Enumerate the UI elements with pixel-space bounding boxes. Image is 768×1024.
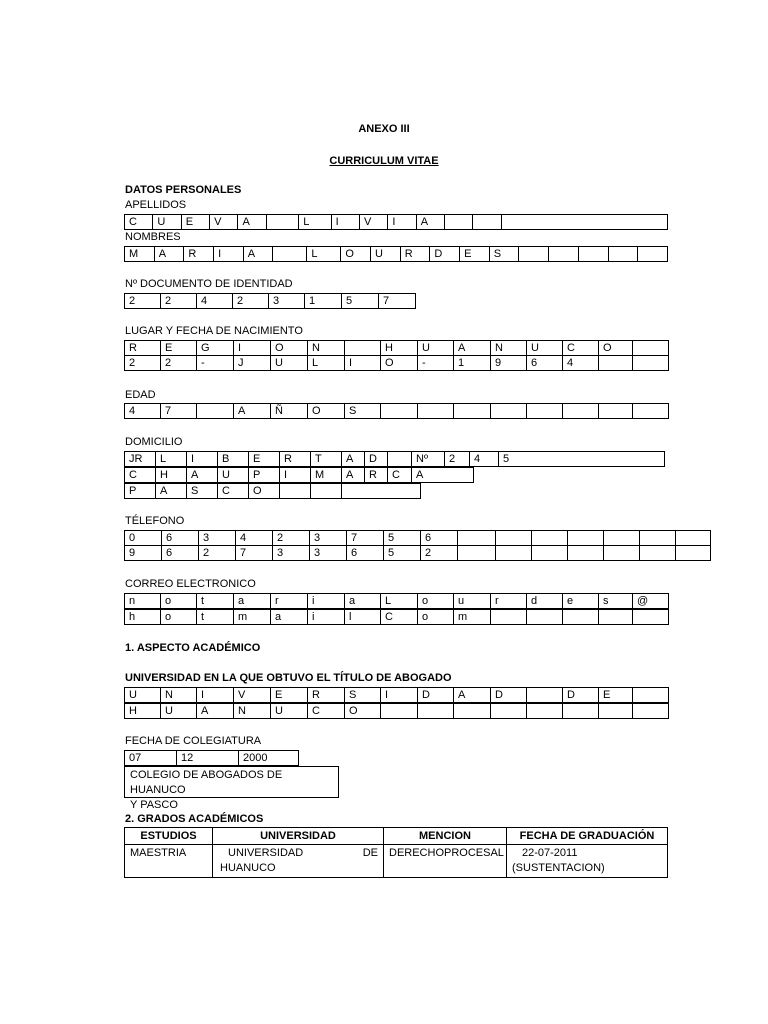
grid-cell: 2 — [161, 294, 197, 309]
lugar-grid-row2 — [124, 355, 669, 371]
grid-cell: 2 — [421, 546, 458, 561]
grid-row — [125, 704, 669, 719]
grid-cell: U — [218, 468, 249, 483]
grid-cell: 4 — [197, 294, 233, 309]
grid-cell: o — [161, 610, 197, 625]
grid-cell: a — [345, 594, 381, 609]
grid-cell — [633, 704, 669, 719]
telefono-label: TÉLEFONO — [125, 515, 185, 527]
domicilio-grid-row2 — [124, 467, 474, 483]
grid-cell: U — [527, 341, 563, 356]
grid-cell — [381, 404, 418, 419]
cell-estudios: MAESTRIA — [125, 845, 213, 878]
grid-cell: O — [599, 341, 633, 356]
grid-cell: H — [381, 341, 418, 356]
grid-cell: U — [271, 704, 308, 719]
grid-cell — [640, 546, 676, 561]
grid-cell: S — [489, 247, 519, 262]
correo-grid-row2 — [124, 609, 669, 625]
grid-cell: n — [125, 594, 161, 609]
grid-row — [125, 215, 668, 230]
grid-cell: 5 — [499, 452, 665, 467]
grid-cell: i — [308, 610, 345, 625]
grid-cell: L — [299, 215, 331, 230]
grid-cell: 2000 — [239, 751, 299, 766]
grid-cell: A — [154, 247, 184, 262]
grid-cell: 2 — [273, 531, 310, 546]
grid-cell: o — [418, 594, 454, 609]
grid-cell: E — [271, 688, 308, 703]
cv-title: CURRICULUM VITAE — [329, 155, 439, 167]
grid-cell: C — [125, 215, 153, 230]
grid-cell: E — [181, 215, 209, 230]
grid-cell: C — [381, 610, 418, 625]
grid-row — [125, 294, 416, 309]
grid-cell: 2 — [125, 356, 161, 371]
edad-label: EDAD — [125, 389, 156, 401]
grid-cell — [527, 688, 563, 703]
grid-cell: 7 — [379, 294, 416, 309]
colegio-box — [124, 766, 339, 811]
grados-row — [125, 845, 668, 878]
edad-grid — [124, 403, 669, 419]
grid-cell: V — [234, 688, 271, 703]
cell-universidad — [213, 845, 384, 878]
grid-cell: M — [311, 468, 342, 483]
domicilio-label: DOMICILIO — [125, 436, 183, 448]
grid-cell: U — [271, 356, 308, 371]
grid-cell: a — [271, 610, 308, 625]
grid-cell: H — [156, 468, 187, 483]
fecha-graduacion-line1: 22-07-2011 — [522, 847, 578, 859]
grid-cell: r — [491, 594, 527, 609]
grid-cell: m — [234, 610, 271, 625]
grid-cell: V — [359, 215, 387, 230]
documento-label: Nº DOCUMENTO DE IDENTIDAD — [125, 278, 293, 290]
grid-cell: d — [527, 594, 563, 609]
colegio-line2: Y PASCO — [130, 799, 178, 811]
grid-cell: U — [161, 704, 197, 719]
colegio-line1: COLEGIO DE ABOGADOS DE HUANUCO — [130, 769, 283, 796]
grid-cell — [454, 704, 491, 719]
grid-cell: M — [125, 247, 155, 262]
grid-cell: 4 — [470, 452, 499, 467]
documento-grid — [124, 293, 416, 309]
grid-cell: U — [153, 215, 181, 230]
grid-cell: A — [416, 215, 444, 230]
grid-cell — [473, 215, 501, 230]
grid-row — [125, 484, 421, 499]
grid-cell: I — [381, 688, 418, 703]
grid-cell — [604, 546, 640, 561]
universidad-label: UNIVERSIDAD EN LA QUE OBTUVO EL TÍTULO DE ABOGADO — [125, 672, 452, 684]
grid-cell — [608, 247, 638, 262]
grid-cell: t — [197, 610, 234, 625]
grid-cell: D — [365, 452, 388, 467]
grid-cell: A — [197, 704, 234, 719]
header-mencion: MENCION — [384, 828, 507, 845]
grid-cell: i — [308, 594, 345, 609]
grid-cell: D — [563, 688, 599, 703]
grid-cell: 6 — [162, 546, 199, 561]
domicilio-grid-row3 — [124, 483, 421, 499]
grid-cell: Ñ — [271, 404, 308, 419]
grid-cell — [532, 546, 568, 561]
grid-cell: Nº — [412, 452, 445, 467]
grid-cell: A — [234, 404, 271, 419]
grid-cell — [633, 688, 669, 703]
header-fecha-graduacion: FECHA DE GRADUACIÓN — [507, 828, 668, 845]
grid-cell — [578, 247, 608, 262]
grid-cell — [599, 704, 633, 719]
grid-cell: - — [197, 356, 234, 371]
grid-cell: D — [491, 688, 527, 703]
grid-cell — [527, 404, 563, 419]
fecha-colegiatura-label: FECHA DE COLEGIATURA — [125, 735, 262, 747]
grid-row — [125, 468, 474, 483]
grid-row — [125, 594, 669, 609]
universidad-line2: HUANUCO — [220, 862, 276, 874]
grid-cell — [563, 610, 599, 625]
grid-cell: C — [218, 484, 249, 499]
grid-cell: r — [271, 594, 308, 609]
lugar-label: LUGAR Y FECHA DE NACIMIENTO — [125, 325, 303, 337]
grid-cell: R — [184, 247, 214, 262]
grid-cell: 12 — [177, 751, 239, 766]
grados-header-row — [125, 828, 668, 845]
grid-cell: 1 — [454, 356, 491, 371]
grid-cell — [381, 704, 418, 719]
mencion-word2: PROCESAL — [444, 847, 504, 859]
grid-cell: N — [308, 341, 345, 356]
grid-cell: A — [454, 341, 491, 356]
grid-row — [125, 404, 669, 419]
grid-cell: o — [418, 610, 454, 625]
grid-cell: m — [454, 610, 491, 625]
grid-cell: a — [234, 594, 271, 609]
grid-cell — [599, 610, 633, 625]
grid-cell: 4 — [236, 531, 273, 546]
grid-cell: P — [249, 468, 280, 483]
grid-cell — [563, 704, 599, 719]
grid-cell — [527, 610, 563, 625]
correo-label: CORREO ELECTRONICO — [125, 578, 256, 590]
grid-cell: O — [381, 356, 418, 371]
grid-cell: T — [311, 452, 342, 467]
grid-cell: I — [280, 468, 311, 483]
grid-cell: 9 — [491, 356, 527, 371]
grid-cell: E — [161, 341, 197, 356]
grid-cell: I — [331, 215, 359, 230]
grid-cell: C — [388, 468, 412, 483]
grid-cell: A — [243, 247, 273, 262]
grid-cell: 2 — [125, 294, 161, 309]
grid-cell: e — [563, 594, 599, 609]
grid-cell: R — [125, 341, 161, 356]
grid-cell: o — [161, 594, 197, 609]
grid-cell — [342, 484, 421, 499]
grid-cell: D — [418, 688, 454, 703]
grid-cell — [549, 247, 579, 262]
grid-cell: L — [307, 247, 341, 262]
grid-cell — [568, 546, 604, 561]
grid-cell — [445, 215, 473, 230]
grid-cell — [519, 247, 549, 262]
section-aspecto-academico: 1. ASPECTO ACADÉMICO — [125, 642, 261, 654]
grid-cell — [532, 531, 568, 546]
grid-cell — [633, 610, 669, 625]
grid-cell — [633, 404, 669, 419]
grid-cell: O — [345, 704, 381, 719]
grid-cell: O — [271, 341, 308, 356]
mencion-word1: DERECHO — [389, 847, 445, 859]
grid-cell — [458, 531, 496, 546]
grid-row — [125, 610, 669, 625]
grid-cell: u — [454, 594, 491, 609]
grid-cell: I — [197, 688, 234, 703]
fecha-colegiatura-grid — [124, 750, 299, 766]
grid-cell: 3 — [273, 546, 310, 561]
grid-cell — [311, 484, 342, 499]
grid-cell: O — [308, 404, 345, 419]
grid-cell — [454, 404, 491, 419]
grid-cell: 5 — [342, 294, 379, 309]
universidad-word1: UNIVERSIDAD — [228, 847, 304, 859]
domicilio-grid-row1 — [124, 451, 665, 467]
header-universidad: UNIVERSIDAD — [213, 828, 384, 845]
grid-cell: P — [125, 484, 156, 499]
grid-cell: 7 — [236, 546, 273, 561]
grid-cell: 3 — [310, 531, 347, 546]
grid-cell — [418, 404, 454, 419]
grid-cell: O — [249, 484, 280, 499]
grid-cell: 3 — [269, 294, 305, 309]
grid-cell: 2 — [161, 356, 197, 371]
grid-cell: JR — [125, 452, 156, 467]
grid-cell: D — [430, 247, 460, 262]
grid-cell: 1 — [305, 294, 342, 309]
annex-title: ANEXO III — [358, 123, 410, 135]
grid-cell: R — [308, 688, 345, 703]
grid-cell: A — [187, 468, 218, 483]
grid-cell: 2 — [199, 546, 236, 561]
grid-cell — [633, 341, 669, 356]
grid-cell — [501, 215, 667, 230]
grid-cell: s — [599, 594, 633, 609]
grid-row — [125, 531, 711, 546]
grid-cell — [496, 546, 532, 561]
grid-cell: 5 — [384, 546, 421, 561]
grid-cell: 6 — [162, 531, 199, 546]
grid-cell: C — [308, 704, 345, 719]
grid-cell — [280, 484, 311, 499]
grid-cell: 3 — [199, 531, 236, 546]
grid-cell: l — [345, 610, 381, 625]
grid-cell: 6 — [421, 531, 458, 546]
universidad-grid-row2 — [124, 703, 669, 719]
universidad-grid-row1 — [124, 687, 669, 703]
grid-cell: h — [125, 610, 161, 625]
grid-cell — [418, 704, 454, 719]
cell-mencion — [384, 845, 507, 878]
grid-cell: 4 — [563, 356, 599, 371]
grid-cell: U — [125, 688, 161, 703]
grid-cell: U — [418, 341, 454, 356]
grid-cell: N — [161, 688, 197, 703]
header-estudios: ESTUDIOS — [125, 828, 213, 845]
grid-cell — [458, 546, 496, 561]
grid-cell — [491, 704, 527, 719]
grid-row — [125, 688, 669, 703]
lugar-grid-row1 — [124, 340, 669, 356]
grados-table — [124, 827, 668, 878]
grid-cell: L — [308, 356, 345, 371]
grid-cell — [640, 531, 676, 546]
apellidos-label: APELLIDOS — [125, 199, 187, 211]
grid-cell — [638, 247, 668, 262]
grid-cell: E — [460, 247, 490, 262]
grid-cell: 2 — [445, 452, 470, 467]
telefono-grid-row2 — [124, 545, 711, 561]
grid-cell: 3 — [310, 546, 347, 561]
grid-cell: 4 — [125, 404, 161, 419]
universidad-word2: DE — [362, 847, 378, 859]
section-datos-personales: DATOS PERSONALES — [125, 184, 242, 196]
grid-cell — [599, 356, 633, 371]
grid-cell — [491, 404, 527, 419]
grid-cell — [273, 247, 307, 262]
grid-cell: R — [365, 468, 388, 483]
nombres-grid — [124, 246, 668, 262]
grid-cell — [676, 546, 711, 561]
grid-cell: S — [345, 688, 381, 703]
grid-cell: A — [238, 215, 266, 230]
grid-cell: B — [218, 452, 249, 467]
grid-row — [125, 247, 668, 262]
grid-cell: U — [371, 247, 401, 262]
grid-cell: I — [234, 341, 271, 356]
grid-cell: A — [156, 484, 187, 499]
correo-grid-row1 — [124, 593, 669, 609]
section-grados-academicos: 2. GRADOS ACADÉMICOS — [125, 813, 264, 825]
fecha-graduacion-line2: (SUSTENTACION) — [512, 862, 605, 874]
grid-cell — [604, 531, 640, 546]
grid-cell: @ — [633, 594, 669, 609]
grid-cell: C — [563, 341, 599, 356]
grid-cell: L — [381, 594, 418, 609]
grid-cell — [676, 531, 711, 546]
grid-cell: 07 — [125, 751, 177, 766]
cell-fecha-graduacion — [507, 845, 668, 878]
grid-cell: C — [125, 468, 156, 483]
grid-cell: N — [491, 341, 527, 356]
grid-cell: 2 — [233, 294, 269, 309]
telefono-grid-row1 — [124, 530, 711, 546]
grid-cell — [527, 704, 563, 719]
grid-cell: R — [400, 247, 430, 262]
grid-cell: S — [187, 484, 218, 499]
grid-cell: 7 — [161, 404, 197, 419]
grid-cell: I — [187, 452, 218, 467]
grid-cell: A — [412, 468, 474, 483]
grid-cell: V — [210, 215, 238, 230]
grid-cell — [599, 404, 633, 419]
grid-row — [125, 356, 669, 371]
grid-row — [125, 751, 299, 766]
grid-cell — [345, 341, 381, 356]
grid-cell — [568, 531, 604, 546]
grid-cell: J — [234, 356, 271, 371]
grid-cell: R — [280, 452, 311, 467]
grid-cell — [563, 404, 599, 419]
grid-cell: A — [454, 688, 491, 703]
grid-cell: S — [345, 404, 381, 419]
grid-cell: H — [125, 704, 161, 719]
grid-row — [125, 452, 665, 467]
grid-cell: 6 — [347, 546, 384, 561]
grid-cell: O — [341, 247, 371, 262]
nombres-label: NOMBRES — [125, 231, 181, 243]
grid-cell: E — [249, 452, 280, 467]
grid-cell: A — [342, 468, 365, 483]
grid-cell — [388, 452, 412, 467]
grid-cell — [491, 610, 527, 625]
grid-cell: 5 — [384, 531, 421, 546]
grid-cell: 7 — [347, 531, 384, 546]
grid-cell: E — [599, 688, 633, 703]
apellidos-grid — [124, 214, 668, 230]
grid-cell: - — [418, 356, 454, 371]
grid-row — [125, 546, 711, 561]
grid-cell — [197, 404, 234, 419]
grid-cell: t — [197, 594, 234, 609]
grid-cell — [496, 531, 532, 546]
grid-cell: L — [156, 452, 187, 467]
grid-cell: G — [197, 341, 234, 356]
grid-cell — [266, 215, 298, 230]
grid-row — [125, 341, 669, 356]
grid-cell: I — [388, 215, 416, 230]
grid-cell: I — [214, 247, 244, 262]
grid-cell: A — [342, 452, 365, 467]
grid-cell: N — [234, 704, 271, 719]
grid-cell: 9 — [125, 546, 162, 561]
grid-cell: 6 — [527, 356, 563, 371]
grid-cell: 0 — [125, 531, 162, 546]
grid-cell: I — [345, 356, 381, 371]
grid-cell — [633, 356, 669, 371]
